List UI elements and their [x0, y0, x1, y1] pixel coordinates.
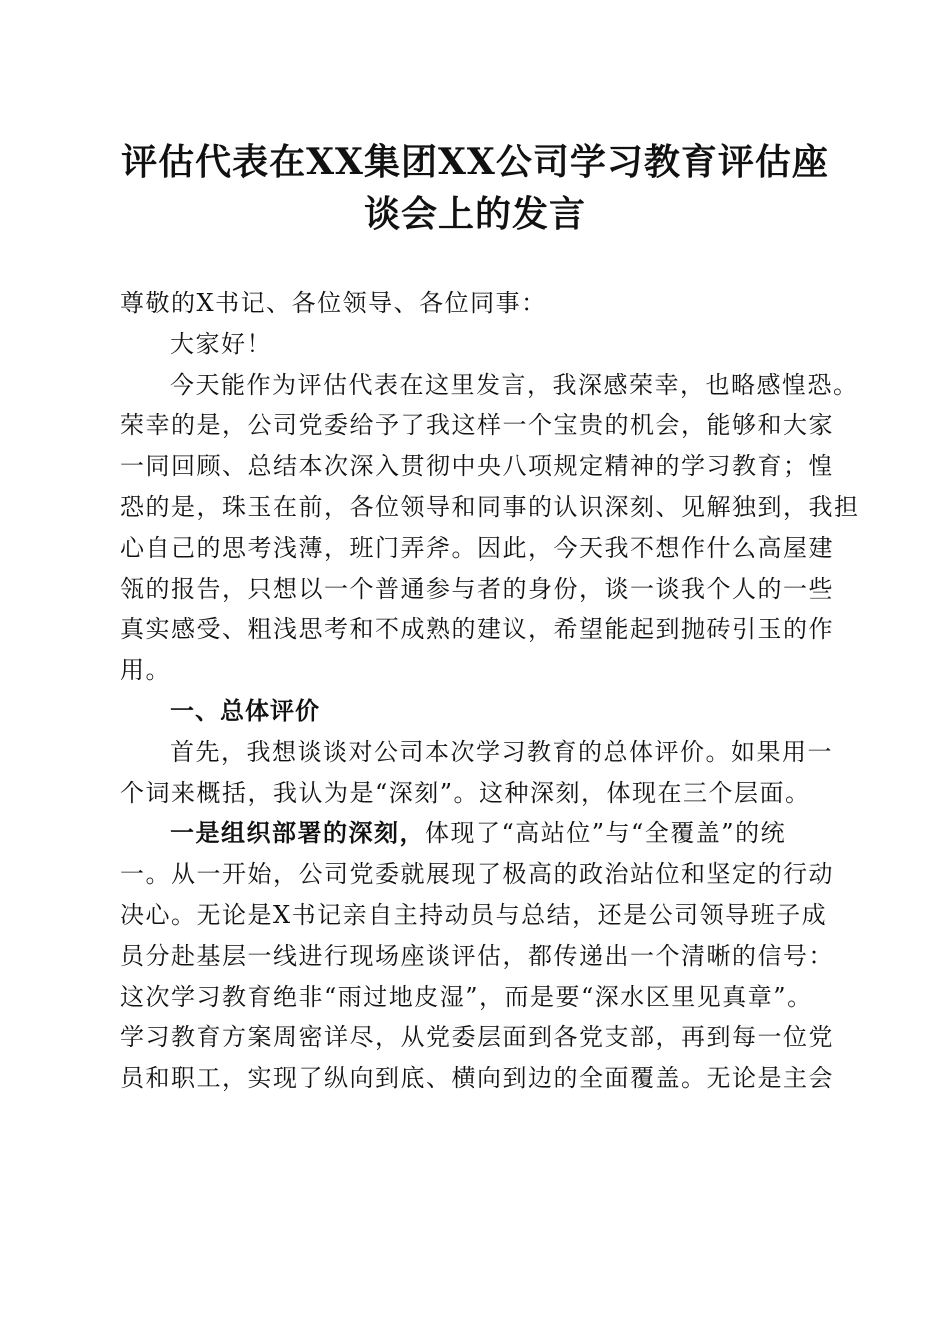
paragraph-line: 一同回顾、总结本次深入贯彻中央八项规定精神的学习教育；惶 — [120, 452, 834, 481]
paragraph-overview — [120, 732, 840, 814]
document-body — [120, 283, 860, 1099]
title-line-2: 谈会上的发言 — [363, 193, 586, 235]
document-title — [100, 136, 850, 240]
paragraph-line: 心自己的思考浅薄，班门弄斧。因此，今天我不想作什么高屋建 — [120, 533, 834, 562]
paragraph-line: 学习教育方案周密详尽，从党委层面到各党支部，再到每一位党 — [120, 1023, 834, 1052]
title-line-1: 评估代表在XX集团XX公司学习教育评估座 — [121, 141, 829, 183]
paragraph-line: 用。 — [120, 656, 171, 685]
paragraph-line — [120, 813, 840, 854]
paragraph-line: 一。从一开始，公司党委就展现了极高的政治站位和坚定的行动 — [120, 860, 834, 889]
section-heading: 一、总体评价 — [170, 696, 320, 725]
paragraph-line: 这次学习教育绝非“雨过地皮湿”，而是要“深水区里见真章”。 — [120, 982, 813, 1011]
point-one-lead: 一是组织部署的深刻， — [170, 818, 425, 848]
paragraph-line: 员和职工，实现了纵向到底、横向到边的全面覆盖。无论是主会 — [120, 1064, 834, 1093]
paragraph-line: 瓴的报告，只想以一个普通参与者的身份，谈一谈我个人的一些 — [120, 574, 834, 603]
salutation: 尊敬的X书记、各位领导、各位同事： — [120, 289, 547, 317]
paragraph-intro — [120, 365, 860, 691]
point-one-text: 体现了“高站位”与“全覆盖”的统 — [425, 819, 787, 848]
paragraph-line: 决心。无论是X书记亲自主持动员与总结，还是公司领导班子成 — [120, 900, 828, 929]
paragraph-line: 荣幸的是，公司党委给予了我这样一个宝贵的机会，能够和大家 — [120, 411, 834, 440]
paragraph-line: 今天能作为评估代表在这里发言，我深感荣幸，也略感惶恐。 — [170, 370, 859, 399]
paragraph-line: 恐的是，珠玉在前，各位领导和同事的认识深刻、见解独到，我担 — [120, 492, 860, 521]
paragraph-line: 员分赴基层一线进行现场座谈评估，都传递出一个清晰的信号： — [120, 941, 834, 970]
paragraph-line: 个词来概括，我认为是“深刻”。这种深刻，体现在三个层面。 — [120, 778, 811, 807]
paragraph-line: 首先，我想谈谈对公司本次学习教育的总体评价。如果用一 — [170, 737, 833, 766]
paragraph-point-one — [120, 813, 840, 1099]
paragraph-line: 真实感受、粗浅思考和不成熟的建议，希望能起到抛砖引玉的作 — [120, 615, 834, 644]
greeting: 大家好！ — [170, 329, 272, 358]
